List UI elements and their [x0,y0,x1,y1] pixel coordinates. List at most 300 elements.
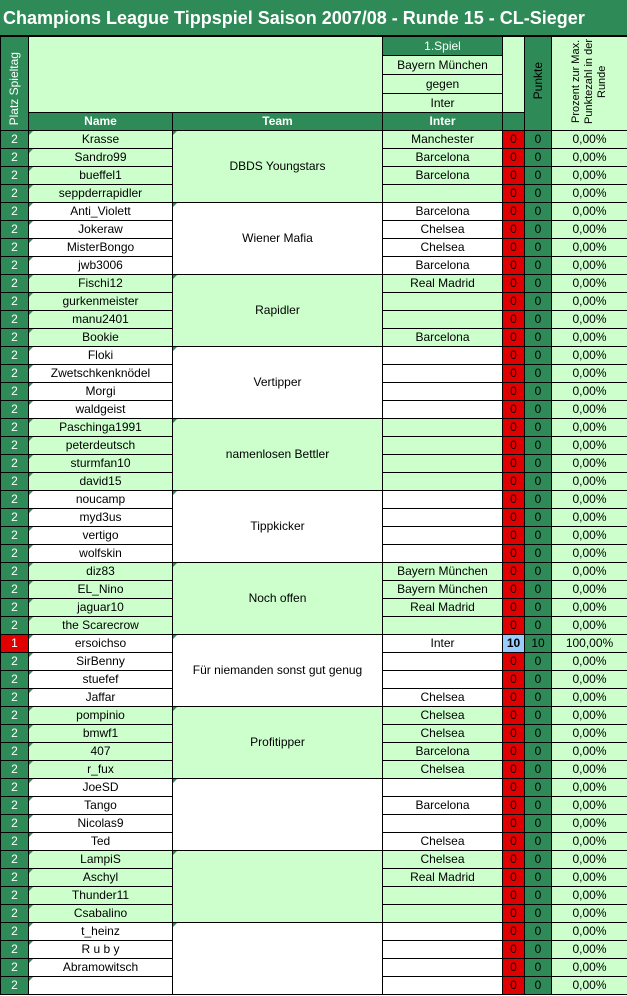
points-cell: 0 [525,869,552,887]
player-name: Ted [90,834,111,848]
table-row [1,563,627,581]
comment-marker-icon [29,365,33,369]
tip-cell[interactable] [383,617,503,635]
tip-cell[interactable] [383,959,503,977]
tip-points-cell: 0 [503,293,525,311]
tip-points-cell: 0 [503,941,525,959]
player-name: LampiS [80,852,121,866]
platz-cell: 2 [1,815,29,833]
comment-marker-icon [173,707,177,711]
tip-cell[interactable] [383,941,503,959]
comment-marker-icon [29,905,33,909]
name-cell[interactable] [29,599,173,617]
platz-cell: 2 [1,707,29,725]
comment-marker-icon [29,959,33,963]
team-name: Vertipper [253,375,302,389]
platz-cell: 2 [1,293,29,311]
name-cell[interactable] [29,509,173,527]
name-cell[interactable] [29,743,173,761]
player-name: Tango [84,798,117,812]
player-name: SirBenny [76,654,125,668]
platz-cell: 2 [1,725,29,743]
platz-cell: 2 [1,761,29,779]
percent-cell: 0,00% [552,779,627,797]
name-cell[interactable] [29,275,173,293]
tip-cell[interactable] [383,473,503,491]
table-row [1,347,627,365]
percent-cell: 0,00% [552,221,627,239]
name-cell[interactable] [29,149,173,167]
comment-marker-icon [29,797,33,801]
points-cell: 0 [525,653,552,671]
percent-cell: 0,00% [552,707,627,725]
player-name: Jokeraw [78,222,123,236]
sheet-title: Champions League Tippspiel Saison 2007/08 - Runde 15 - CL-Sieger [0,0,627,36]
platz-cell: 2 [1,221,29,239]
comment-marker-icon [29,869,33,873]
tip-cell[interactable] [383,779,503,797]
percent-cell: 0,00% [552,581,627,599]
name-cell[interactable] [29,977,173,995]
tip-points-cell: 0 [503,815,525,833]
comment-marker-icon [29,437,33,441]
tip-points-cell: 0 [503,959,525,977]
points-cell: 0 [525,689,552,707]
platz-cell: 1 [1,635,29,653]
comment-marker-icon [29,887,33,891]
platz-cell: 2 [1,275,29,293]
name-cell[interactable] [29,455,173,473]
comment-marker-icon [173,275,177,279]
player-name: EL_Nino [77,582,124,596]
platz-cell: 2 [1,329,29,347]
tip-cell[interactable]: Manchester [383,131,503,149]
comment-marker-icon [29,851,33,855]
name-cell[interactable] [29,635,173,653]
player-name: Zwetschkenknödel [50,366,151,380]
tip-cell[interactable]: Chelsea [383,221,503,239]
tip-cell[interactable] [383,653,503,671]
team-cell[interactable] [173,923,383,995]
player-name: manu2401 [72,312,129,326]
tip-cell[interactable]: Barcelona [383,329,503,347]
percent-cell: 0,00% [552,149,627,167]
comment-marker-icon [29,329,33,333]
comment-marker-icon [29,689,33,693]
name-cell[interactable] [29,221,173,239]
name-cell[interactable] [29,581,173,599]
team-name: Rapidler [255,303,300,317]
name-cell[interactable] [29,851,173,869]
tip-points-cell: 0 [503,239,525,257]
platz-cell: 2 [1,437,29,455]
team-cell[interactable] [173,779,383,851]
name-cell[interactable] [29,257,173,275]
percent-cell: 0,00% [552,491,627,509]
name-cell[interactable] [29,905,173,923]
tip-cell[interactable] [383,311,503,329]
points-cell: 0 [525,563,552,581]
comment-marker-icon [173,635,177,639]
player-name: Floki [87,348,114,362]
points-cell: 0 [525,851,552,869]
team-cell[interactable] [173,635,383,707]
tip-points-cell: 0 [503,419,525,437]
name-cell[interactable] [29,869,173,887]
points-cell: 0 [525,473,552,491]
tip-points-cell: 0 [503,257,525,275]
points-cell: 0 [525,419,552,437]
name-cell[interactable] [29,419,173,437]
tip-cell[interactable] [383,545,503,563]
percent-cell: 0,00% [552,329,627,347]
name-cell[interactable] [29,671,173,689]
tip-cell[interactable] [383,347,503,365]
team-cell[interactable] [173,491,383,563]
table-row [1,203,627,221]
col-name-header: Name [29,113,173,131]
points-cell: 0 [525,671,552,689]
name-cell[interactable] [29,347,173,365]
name-cell[interactable] [29,689,173,707]
comment-marker-icon [29,545,33,549]
player-name: stuefef [82,672,119,686]
player-name: Bookie [82,330,119,344]
percent-cell: 0,00% [552,347,627,365]
tip-cell[interactable]: Barcelona [383,203,503,221]
comment-marker-icon [29,473,33,477]
name-cell[interactable] [29,167,173,185]
name-cell[interactable] [29,293,173,311]
tip-points-cell: 0 [503,347,525,365]
platz-cell: 2 [1,365,29,383]
comment-marker-icon [29,185,33,189]
percent-cell: 0,00% [552,923,627,941]
tip-points-cell: 0 [503,329,525,347]
points-cell: 0 [525,581,552,599]
tip-points-cell: 0 [503,833,525,851]
comment-marker-icon [29,653,33,657]
comment-marker-icon [173,347,177,351]
player-name: bmwf1 [82,726,119,740]
tip-cell[interactable] [383,437,503,455]
platz-cell: 2 [1,581,29,599]
comment-marker-icon [29,203,33,207]
percent-cell: 0,00% [552,311,627,329]
player-name: Jaffar [85,690,116,704]
comment-marker-icon [29,293,33,297]
tip-points-cell: 0 [503,491,525,509]
points-cell: 0 [525,545,552,563]
points-cell: 0 [525,131,552,149]
name-cell[interactable] [29,527,173,545]
name-cell[interactable] [29,365,173,383]
tip-cell[interactable] [383,401,503,419]
platz-cell: 2 [1,491,29,509]
points-cell: 0 [525,455,552,473]
platz-cell: 2 [1,509,29,527]
name-cell[interactable] [29,203,173,221]
points-cell: 0 [525,167,552,185]
points-cell: 0 [525,977,552,995]
name-cell[interactable] [29,383,173,401]
name-cell[interactable] [29,941,173,959]
tip-points-cell: 0 [503,761,525,779]
team-cell[interactable] [173,275,383,347]
name-cell[interactable] [29,491,173,509]
player-name: noucamp [75,492,126,506]
percent-cell: 0,00% [552,473,627,491]
points-cell: 0 [525,185,552,203]
name-cell[interactable] [29,761,173,779]
tip-cell[interactable] [383,509,503,527]
points-cell: 0 [525,257,552,275]
percent-cell: 0,00% [552,383,627,401]
comment-marker-icon [29,977,33,981]
name-cell[interactable] [29,797,173,815]
comment-marker-icon [173,563,177,567]
points-cell: 0 [525,941,552,959]
tip-cell[interactable]: Barcelona [383,149,503,167]
platz-cell: 2 [1,833,29,851]
name-cell[interactable] [29,563,173,581]
points-cell: 0 [525,905,552,923]
name-cell[interactable] [29,185,173,203]
team-cell[interactable] [173,563,383,635]
name-cell[interactable] [29,473,173,491]
tip-points-cell: 0 [503,581,525,599]
table-row [1,275,627,293]
table-row [1,419,627,437]
player-name: vertigo [82,528,119,542]
points-cell: 0 [525,437,552,455]
team-cell[interactable] [173,131,383,203]
platz-cell: 2 [1,545,29,563]
points-cell: 0 [525,149,552,167]
name-cell[interactable] [29,311,173,329]
team-name: Wiener Mafia [242,231,313,245]
player-name: Morgi [85,384,116,398]
points-cell: 0 [525,599,552,617]
points-cell: 0 [525,491,552,509]
tip-points-cell: 0 [503,797,525,815]
prozent-header: Prozent zur Max. Punktezahl in der Runde [552,37,627,131]
comment-marker-icon [29,131,33,135]
team-cell[interactable] [173,707,383,779]
comment-marker-icon [29,779,33,783]
platz-cell: 2 [1,563,29,581]
points-cell: 0 [525,707,552,725]
percent-cell: 0,00% [552,887,627,905]
tip-cell[interactable]: Chelsea [383,239,503,257]
blank-header [29,37,383,113]
platz-cell: 2 [1,599,29,617]
team-cell[interactable] [173,347,383,419]
player-name: Paschinga1991 [59,420,142,434]
points-cell: 0 [525,275,552,293]
platz-cell: 2 [1,257,29,275]
tip-cell[interactable] [383,185,503,203]
team-cell[interactable] [173,851,383,923]
table-row [1,779,627,797]
tip-points-cell: 0 [503,707,525,725]
points-cell: 0 [525,725,552,743]
comment-marker-icon [29,491,33,495]
player-name: Sandro99 [74,150,127,164]
tip-cell[interactable]: Chelsea [383,761,503,779]
comment-marker-icon [173,851,177,855]
tip-points-cell: 0 [503,851,525,869]
platz-cell: 2 [1,977,29,995]
percent-cell: 0,00% [552,977,627,995]
table-row [1,923,627,941]
percent-cell: 0,00% [552,257,627,275]
percent-cell: 0,00% [552,671,627,689]
percent-cell: 0,00% [552,275,627,293]
team-cell[interactable] [173,203,383,275]
comment-marker-icon [29,707,33,711]
tip-cell[interactable]: Real Madrid [383,869,503,887]
points-cell: 0 [525,761,552,779]
tip-cell[interactable]: Barcelona [383,797,503,815]
tip-cell[interactable] [383,365,503,383]
name-cell[interactable] [29,131,173,149]
punkte-header: Punkte [525,37,552,131]
name-cell[interactable] [29,887,173,905]
percent-cell: 0,00% [552,131,627,149]
tip-cell[interactable] [383,905,503,923]
comment-marker-icon [173,131,177,135]
tip-points-cell: 0 [503,923,525,941]
comment-marker-icon [29,761,33,765]
comment-marker-icon [29,239,33,243]
tip-cell[interactable]: Barcelona [383,167,503,185]
percent-cell: 0,00% [552,509,627,527]
platz-cell: 2 [1,347,29,365]
match-number: 1.Spiel [383,37,503,56]
tip-cell[interactable] [383,923,503,941]
tip-cell[interactable]: Inter [383,635,503,653]
tip-cell[interactable]: Barcelona [383,257,503,275]
tip-cell[interactable]: Chelsea [383,725,503,743]
percent-cell: 0,00% [552,185,627,203]
comment-marker-icon [29,383,33,387]
name-cell[interactable] [29,239,173,257]
tip-cell[interactable]: Barcelona [383,743,503,761]
tip-cell[interactable] [383,455,503,473]
name-cell[interactable] [29,617,173,635]
tip-cell[interactable] [383,887,503,905]
name-cell[interactable] [29,401,173,419]
tip-cell[interactable]: Chelsea [383,707,503,725]
name-cell[interactable] [29,707,173,725]
percent-cell: 0,00% [552,815,627,833]
tip-points-cell: 0 [503,905,525,923]
comment-marker-icon [29,563,33,567]
points-cell: 0 [525,329,552,347]
tip-cell[interactable] [383,491,503,509]
name-cell[interactable] [29,959,173,977]
tip-cell[interactable]: Chelsea [383,851,503,869]
name-cell[interactable] [29,923,173,941]
comment-marker-icon [29,419,33,423]
tip-cell[interactable] [383,815,503,833]
tip-cell[interactable] [383,977,503,995]
tip-points-cell: 0 [503,437,525,455]
name-cell[interactable] [29,653,173,671]
player-name: 407 [90,744,111,758]
tip-points-cell: 0 [503,401,525,419]
percent-cell: 0,00% [552,689,627,707]
platz-cell: 2 [1,455,29,473]
tip-cell[interactable]: Chelsea [383,689,503,707]
tip-cell[interactable]: Real Madrid [383,599,503,617]
points-cell: 0 [525,401,552,419]
tip-cell[interactable] [383,671,503,689]
player-name: gurkenmeister [62,294,139,308]
points-cell: 0 [525,923,552,941]
tip-cell[interactable]: Bayern München [383,581,503,599]
player-name: ersoichso [74,636,127,650]
player-name: peterdeutsch [65,438,136,452]
player-name: sturmfan10 [70,456,131,470]
tip-points-cell: 0 [503,725,525,743]
player-name: Anti_Violett [70,204,131,218]
name-cell[interactable] [29,725,173,743]
platz-cell: 2 [1,653,29,671]
tip-cell[interactable] [383,383,503,401]
name-cell[interactable] [29,815,173,833]
percent-cell: 0,00% [552,617,627,635]
platz-cell: 2 [1,419,29,437]
comment-marker-icon [29,149,33,153]
tip-points-cell: 0 [503,689,525,707]
tip-cell[interactable]: Real Madrid [383,275,503,293]
points-cell: 0 [525,617,552,635]
name-cell[interactable] [29,437,173,455]
tip-points-cell: 0 [503,455,525,473]
team-name: namenlosen Bettler [225,447,330,461]
platz-cell: 2 [1,473,29,491]
percent-cell: 0,00% [552,959,627,977]
platz-cell: 2 [1,923,29,941]
player-name: JoeSD [82,780,119,794]
player-name: diz83 [86,564,115,578]
name-cell[interactable] [29,833,173,851]
points-cell: 0 [525,239,552,257]
comment-marker-icon [29,527,33,531]
platz-cell: 2 [1,167,29,185]
tip-cell[interactable]: Bayern München [383,563,503,581]
comment-marker-icon [29,401,33,405]
tip-cell[interactable] [383,293,503,311]
tip-cell[interactable] [383,527,503,545]
name-cell[interactable] [29,545,173,563]
comment-marker-icon [29,617,33,621]
name-cell[interactable] [29,329,173,347]
comment-marker-icon [29,815,33,819]
tip-cell[interactable] [383,419,503,437]
points-cell: 0 [525,887,552,905]
platz-cell: 2 [1,311,29,329]
comment-marker-icon [29,743,33,747]
percent-cell: 0,00% [552,203,627,221]
player-name: david15 [79,474,122,488]
player-name: jwb3006 [78,258,123,272]
tip-cell[interactable]: Chelsea [383,833,503,851]
team-cell[interactable] [173,419,383,491]
name-cell[interactable] [29,779,173,797]
